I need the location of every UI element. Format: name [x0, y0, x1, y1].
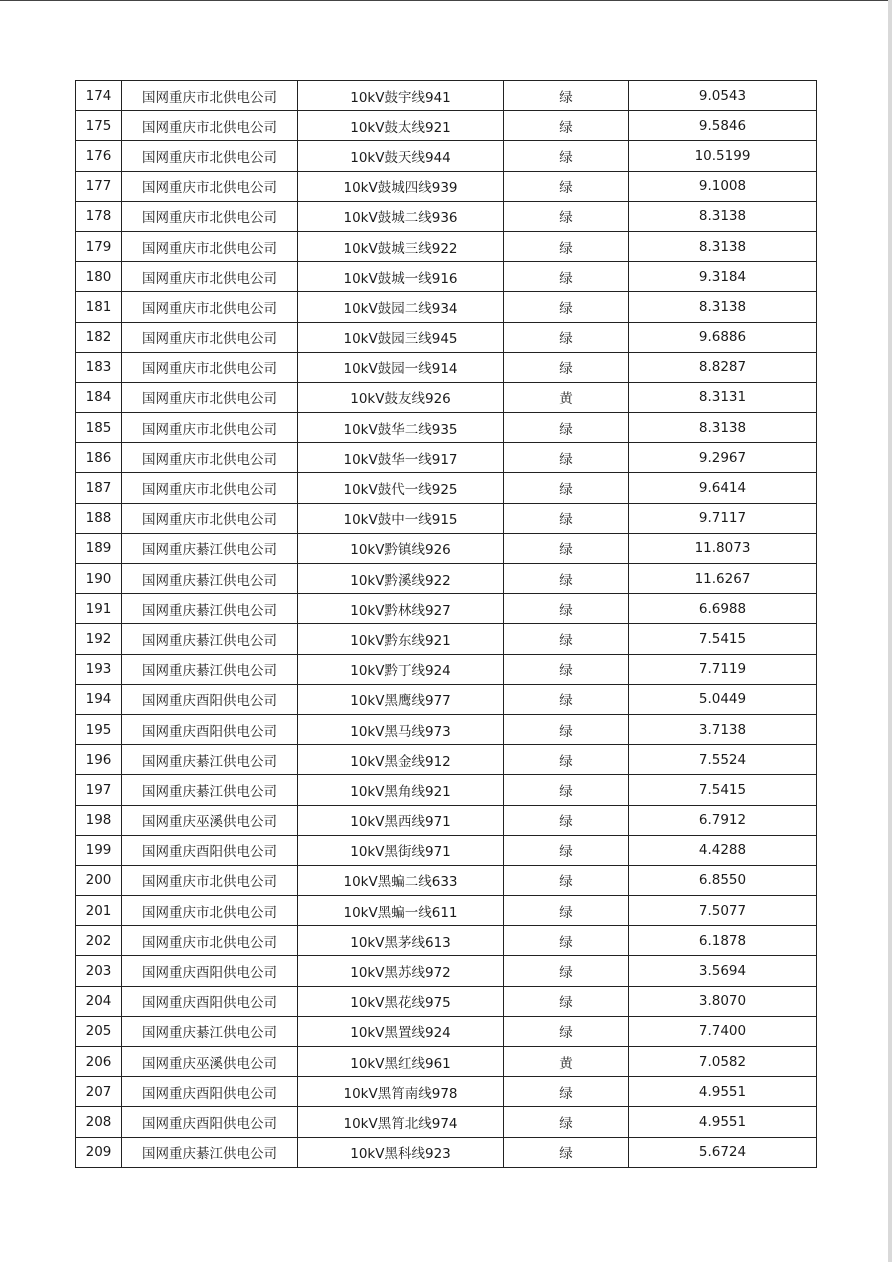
company-cell: 国网重庆市北供电公司 [122, 896, 298, 926]
company-cell: 国网重庆綦江供电公司 [122, 1137, 298, 1167]
row-index-cell: 178 [76, 201, 122, 231]
value-cell: 3.8070 [629, 986, 817, 1016]
line-name-cell: 10kV鼓代一线925 [298, 473, 504, 503]
status-cell: 绿 [504, 322, 629, 352]
line-name-cell: 10kV黑置线924 [298, 1016, 504, 1046]
company-cell: 国网重庆市北供电公司 [122, 111, 298, 141]
company-cell: 国网重庆市北供电公司 [122, 292, 298, 322]
status-cell: 绿 [504, 775, 629, 805]
row-index-cell: 177 [76, 171, 122, 201]
table-row [76, 262, 817, 292]
row-index-cell: 209 [76, 1137, 122, 1167]
line-name-cell: 10kV黑鹰线977 [298, 684, 504, 714]
line-name-cell: 10kV黑金线912 [298, 745, 504, 775]
table-row [76, 865, 817, 895]
company-cell: 国网重庆市北供电公司 [122, 201, 298, 231]
line-name-cell: 10kV黑马线973 [298, 714, 504, 744]
table-row [76, 503, 817, 533]
value-cell: 11.8073 [629, 533, 817, 563]
company-cell: 国网重庆酉阳供电公司 [122, 1077, 298, 1107]
status-cell: 绿 [504, 654, 629, 684]
value-cell: 9.5846 [629, 111, 817, 141]
line-status-table [75, 80, 817, 1168]
company-cell: 国网重庆市北供电公司 [122, 322, 298, 352]
page-right-edge [888, 0, 892, 1262]
company-cell: 国网重庆酉阳供电公司 [122, 835, 298, 865]
table-row [76, 684, 817, 714]
table-row [76, 352, 817, 382]
table-row [76, 775, 817, 805]
company-cell: 国网重庆巫溪供电公司 [122, 805, 298, 835]
status-cell: 绿 [504, 81, 629, 111]
value-cell: 9.3184 [629, 262, 817, 292]
value-cell: 6.1878 [629, 926, 817, 956]
company-cell: 国网重庆酉阳供电公司 [122, 684, 298, 714]
line-name-cell: 10kV黑筲南线978 [298, 1077, 504, 1107]
line-name-cell: 10kV黑蝙二线633 [298, 865, 504, 895]
value-cell: 5.0449 [629, 684, 817, 714]
company-cell: 国网重庆酉阳供电公司 [122, 714, 298, 744]
status-cell: 绿 [504, 896, 629, 926]
table-row [76, 714, 817, 744]
company-cell: 国网重庆綦江供电公司 [122, 624, 298, 654]
status-cell: 绿 [504, 201, 629, 231]
line-name-cell: 10kV黑蝙一线611 [298, 896, 504, 926]
line-name-cell: 10kV黔丁线924 [298, 654, 504, 684]
row-index-cell: 194 [76, 684, 122, 714]
row-index-cell: 199 [76, 835, 122, 865]
value-cell: 7.7400 [629, 1016, 817, 1046]
status-cell: 绿 [504, 986, 629, 1016]
table-row [76, 1016, 817, 1046]
company-cell: 国网重庆市北供电公司 [122, 262, 298, 292]
row-index-cell: 181 [76, 292, 122, 322]
status-cell: 绿 [504, 141, 629, 171]
row-index-cell: 197 [76, 775, 122, 805]
status-cell: 绿 [504, 533, 629, 563]
row-index-cell: 195 [76, 714, 122, 744]
table-row [76, 231, 817, 261]
table-row [76, 654, 817, 684]
status-cell: 绿 [504, 1077, 629, 1107]
value-cell: 7.5415 [629, 775, 817, 805]
company-cell: 国网重庆綦江供电公司 [122, 564, 298, 594]
value-cell: 9.7117 [629, 503, 817, 533]
company-cell: 国网重庆綦江供电公司 [122, 1016, 298, 1046]
row-index-cell: 179 [76, 231, 122, 261]
company-cell: 国网重庆酉阳供电公司 [122, 1107, 298, 1137]
company-cell: 国网重庆綦江供电公司 [122, 775, 298, 805]
line-name-cell: 10kV黑茅线613 [298, 926, 504, 956]
row-index-cell: 193 [76, 654, 122, 684]
line-name-cell: 10kV黑西线971 [298, 805, 504, 835]
table-row [76, 292, 817, 322]
value-cell: 9.2967 [629, 443, 817, 473]
company-cell: 国网重庆市北供电公司 [122, 413, 298, 443]
value-cell: 7.5077 [629, 896, 817, 926]
line-name-cell: 10kV黑花线975 [298, 986, 504, 1016]
status-cell: 绿 [504, 624, 629, 654]
line-name-cell: 10kV鼓园二线934 [298, 292, 504, 322]
company-cell: 国网重庆市北供电公司 [122, 231, 298, 261]
company-cell: 国网重庆市北供电公司 [122, 473, 298, 503]
line-name-cell: 10kV黔林线927 [298, 594, 504, 624]
company-cell: 国网重庆綦江供电公司 [122, 654, 298, 684]
status-cell: 绿 [504, 292, 629, 322]
row-index-cell: 186 [76, 443, 122, 473]
row-index-cell: 191 [76, 594, 122, 624]
row-index-cell: 180 [76, 262, 122, 292]
line-name-cell: 10kV鼓华一线917 [298, 443, 504, 473]
company-cell: 国网重庆市北供电公司 [122, 443, 298, 473]
value-cell: 4.4288 [629, 835, 817, 865]
page-top-rule [0, 0, 888, 1]
table-body [76, 81, 817, 1168]
status-cell: 黄 [504, 1047, 629, 1077]
company-cell: 国网重庆綦江供电公司 [122, 594, 298, 624]
value-cell: 10.5199 [629, 141, 817, 171]
table-row [76, 745, 817, 775]
value-cell: 6.7912 [629, 805, 817, 835]
row-index-cell: 182 [76, 322, 122, 352]
row-index-cell: 205 [76, 1016, 122, 1046]
row-index-cell: 192 [76, 624, 122, 654]
row-index-cell: 204 [76, 986, 122, 1016]
status-cell: 绿 [504, 745, 629, 775]
row-index-cell: 183 [76, 352, 122, 382]
line-name-cell: 10kV鼓园一线914 [298, 352, 504, 382]
status-cell: 绿 [504, 594, 629, 624]
value-cell: 6.8550 [629, 865, 817, 895]
row-index-cell: 207 [76, 1077, 122, 1107]
table-row [76, 533, 817, 563]
value-cell: 5.6724 [629, 1137, 817, 1167]
value-cell: 8.3138 [629, 413, 817, 443]
row-index-cell: 174 [76, 81, 122, 111]
value-cell: 7.0582 [629, 1047, 817, 1077]
status-cell: 绿 [504, 564, 629, 594]
line-name-cell: 10kV黑苏线972 [298, 956, 504, 986]
line-name-cell: 10kV鼓城一线916 [298, 262, 504, 292]
line-name-cell: 10kV鼓城三线922 [298, 231, 504, 261]
status-cell: 绿 [504, 473, 629, 503]
line-name-cell: 10kV黑筲北线974 [298, 1107, 504, 1137]
table-row [76, 896, 817, 926]
table-row [76, 986, 817, 1016]
status-cell: 绿 [504, 262, 629, 292]
company-cell: 国网重庆市北供电公司 [122, 141, 298, 171]
line-name-cell: 10kV黑街线971 [298, 835, 504, 865]
line-name-cell: 10kV鼓友线926 [298, 382, 504, 412]
value-cell: 7.5415 [629, 624, 817, 654]
table-row [76, 1047, 817, 1077]
row-index-cell: 203 [76, 956, 122, 986]
row-index-cell: 208 [76, 1107, 122, 1137]
line-name-cell: 10kV鼓城二线936 [298, 201, 504, 231]
status-cell: 黄 [504, 382, 629, 412]
row-index-cell: 187 [76, 473, 122, 503]
status-cell: 绿 [504, 1016, 629, 1046]
line-name-cell: 10kV鼓太线921 [298, 111, 504, 141]
table-row [76, 594, 817, 624]
line-name-cell: 10kV黔镇线926 [298, 533, 504, 563]
status-cell: 绿 [504, 805, 629, 835]
line-name-cell: 10kV鼓园三线945 [298, 322, 504, 352]
value-cell: 8.3138 [629, 292, 817, 322]
value-cell: 7.5524 [629, 745, 817, 775]
company-cell: 国网重庆市北供电公司 [122, 503, 298, 533]
line-name-cell: 10kV黔溪线922 [298, 564, 504, 594]
status-cell: 绿 [504, 1137, 629, 1167]
line-name-cell: 10kV鼓宇线941 [298, 81, 504, 111]
value-cell: 9.6886 [629, 322, 817, 352]
table-row [76, 926, 817, 956]
row-index-cell: 176 [76, 141, 122, 171]
row-index-cell: 188 [76, 503, 122, 533]
line-name-cell: 10kV黑角线921 [298, 775, 504, 805]
company-cell: 国网重庆酉阳供电公司 [122, 986, 298, 1016]
row-index-cell: 198 [76, 805, 122, 835]
company-cell: 国网重庆市北供电公司 [122, 865, 298, 895]
row-index-cell: 190 [76, 564, 122, 594]
table-row [76, 322, 817, 352]
company-cell: 国网重庆綦江供电公司 [122, 533, 298, 563]
status-cell: 绿 [504, 835, 629, 865]
table-row [76, 624, 817, 654]
line-name-cell: 10kV黔东线921 [298, 624, 504, 654]
status-cell: 绿 [504, 171, 629, 201]
status-cell: 绿 [504, 956, 629, 986]
table-row [76, 805, 817, 835]
value-cell: 3.7138 [629, 714, 817, 744]
value-cell: 9.1008 [629, 171, 817, 201]
value-cell: 3.5694 [629, 956, 817, 986]
table-row [76, 382, 817, 412]
row-index-cell: 206 [76, 1047, 122, 1077]
status-cell: 绿 [504, 443, 629, 473]
company-cell: 国网重庆市北供电公司 [122, 352, 298, 382]
table-row [76, 1077, 817, 1107]
value-cell: 8.3131 [629, 382, 817, 412]
company-cell: 国网重庆市北供电公司 [122, 926, 298, 956]
table-row [76, 473, 817, 503]
row-index-cell: 184 [76, 382, 122, 412]
company-cell: 国网重庆市北供电公司 [122, 382, 298, 412]
status-cell: 绿 [504, 352, 629, 382]
table-row [76, 564, 817, 594]
value-cell: 9.0543 [629, 81, 817, 111]
status-cell: 绿 [504, 231, 629, 261]
line-name-cell: 10kV鼓天线944 [298, 141, 504, 171]
company-cell: 国网重庆綦江供电公司 [122, 745, 298, 775]
company-cell: 国网重庆酉阳供电公司 [122, 956, 298, 986]
table-row [76, 141, 817, 171]
table-row [76, 1107, 817, 1137]
status-cell: 绿 [504, 413, 629, 443]
table-row [76, 956, 817, 986]
value-cell: 4.9551 [629, 1077, 817, 1107]
table-row [76, 1137, 817, 1167]
row-index-cell: 201 [76, 896, 122, 926]
table-row [76, 81, 817, 111]
value-cell: 11.6267 [629, 564, 817, 594]
table-row [76, 443, 817, 473]
value-cell: 8.3138 [629, 231, 817, 261]
table-row [76, 413, 817, 443]
status-cell: 绿 [504, 684, 629, 714]
status-cell: 绿 [504, 503, 629, 533]
company-cell: 国网重庆市北供电公司 [122, 81, 298, 111]
company-cell: 国网重庆巫溪供电公司 [122, 1047, 298, 1077]
status-cell: 绿 [504, 865, 629, 895]
table-row [76, 201, 817, 231]
value-cell: 9.6414 [629, 473, 817, 503]
value-cell: 6.6988 [629, 594, 817, 624]
value-cell: 4.9551 [629, 1107, 817, 1137]
line-name-cell: 10kV鼓华二线935 [298, 413, 504, 443]
value-cell: 7.7119 [629, 654, 817, 684]
line-name-cell: 10kV鼓城四线939 [298, 171, 504, 201]
row-index-cell: 202 [76, 926, 122, 956]
status-cell: 绿 [504, 1107, 629, 1137]
line-name-cell: 10kV鼓中一线915 [298, 503, 504, 533]
table-row [76, 111, 817, 141]
row-index-cell: 185 [76, 413, 122, 443]
table-row [76, 835, 817, 865]
value-cell: 8.3138 [629, 201, 817, 231]
status-cell: 绿 [504, 111, 629, 141]
status-cell: 绿 [504, 714, 629, 744]
value-cell: 8.8287 [629, 352, 817, 382]
company-cell: 国网重庆市北供电公司 [122, 171, 298, 201]
row-index-cell: 175 [76, 111, 122, 141]
table-row [76, 171, 817, 201]
row-index-cell: 189 [76, 533, 122, 563]
line-name-cell: 10kV黑科线923 [298, 1137, 504, 1167]
row-index-cell: 200 [76, 865, 122, 895]
row-index-cell: 196 [76, 745, 122, 775]
status-cell: 绿 [504, 926, 629, 956]
line-name-cell: 10kV黑红线961 [298, 1047, 504, 1077]
